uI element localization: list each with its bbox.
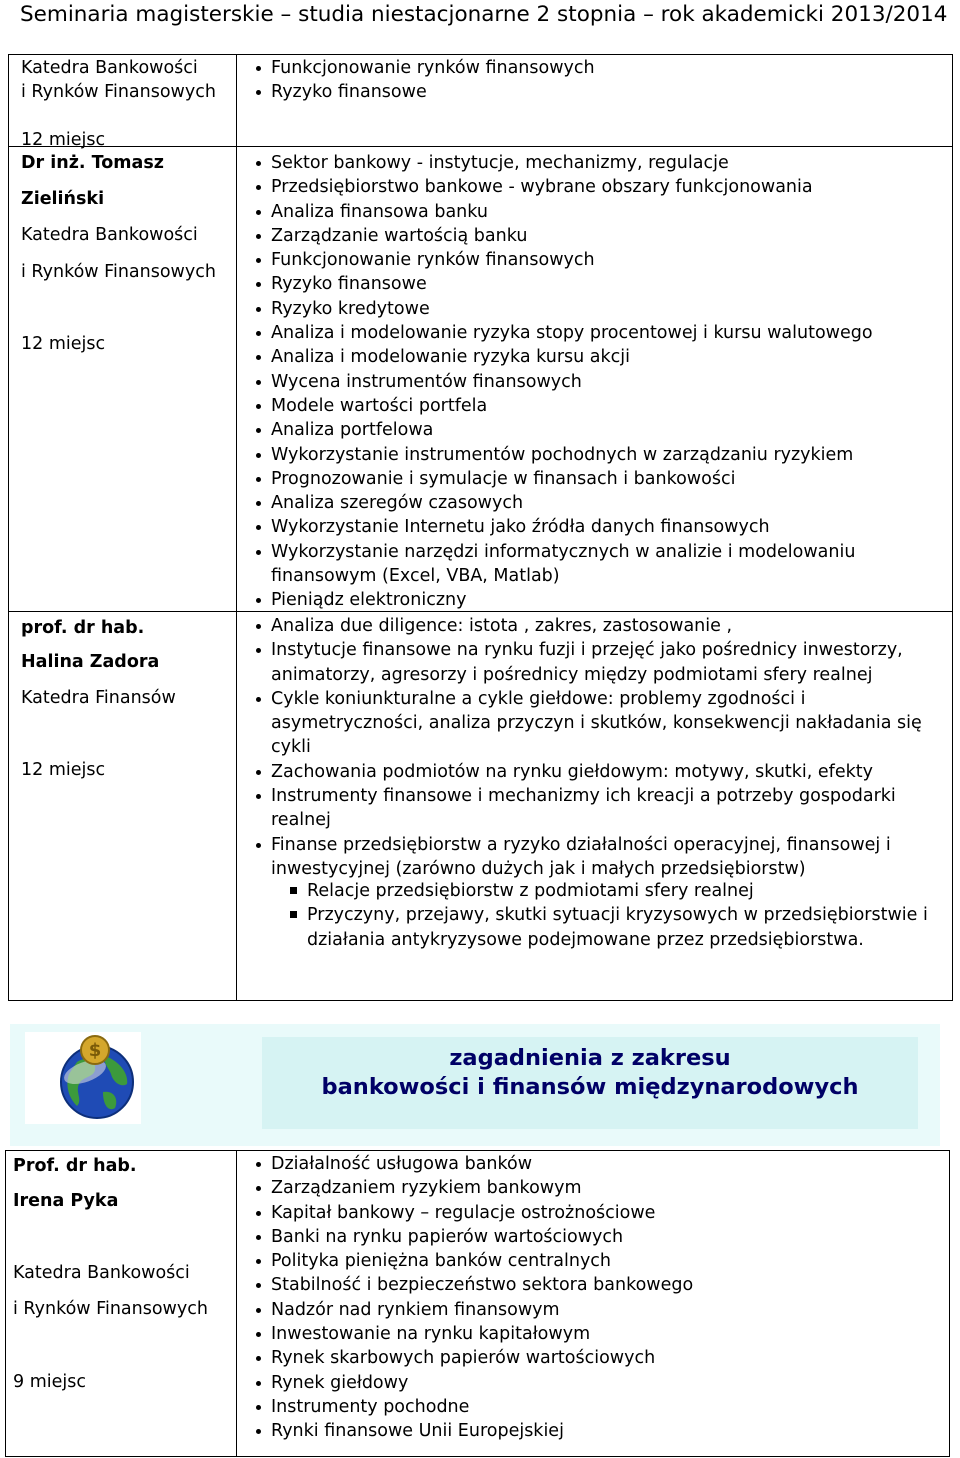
list-item: Analiza szeregów czasowych — [237, 491, 942, 515]
list-item: Funkcjonowanie rynków finansowych — [237, 56, 937, 80]
globe-logo — [25, 1032, 141, 1124]
list-item: Nadzór nad rynkiem finansowym — [237, 1298, 942, 1322]
row0-places: 12 miejsc — [21, 130, 106, 150]
row2-subtopic-list — [271, 879, 942, 952]
page-header: Seminaria magisterskie – studia niestacjonarne 2 stopnia – rok akademicki 2013/2014 — [20, 2, 948, 27]
supervisor-title: Prof. dr hab. — [13, 1156, 137, 1176]
list-item: Przyczyny, przejawy, skutki sytuacji kryzysowych w przedsiębiorstwie i działania antykryzysowe podejmowane przez przedsiębiorstwa. — [271, 903, 942, 952]
list-item: Analiza i modelowanie ryzyka stopy procentowej i kursu walutowego — [237, 321, 942, 345]
list-item: Banki na rynku papierów wartościowych — [237, 1225, 942, 1249]
list-item: Analiza i modelowanie ryzyka kursu akcji — [237, 345, 942, 369]
list-item: Wycena instrumentów finansowych — [237, 370, 942, 394]
list-item: Rynki finansowe Unii Europejskiej — [237, 1419, 942, 1443]
banner-line2: bankowości i finansów międzynarodowych — [321, 1074, 859, 1100]
list-item: Zarządzanie wartością banku — [237, 224, 942, 248]
dept-line2: i Rynków Finansowych — [13, 1299, 208, 1319]
topic-list — [237, 1152, 942, 1444]
list-item: Pieniądz elektroniczny — [237, 588, 942, 612]
list-item: Wykorzystanie Internetu jako źródła danych finansowych — [237, 515, 942, 539]
list-item: Kapitał bankowy – regulacje ostrożnościowe — [237, 1201, 942, 1225]
list-item: Rynek skarbowych papierów wartościowych — [237, 1346, 942, 1370]
list-item: Inwestowanie na rynku kapitałowym — [237, 1322, 942, 1346]
row1-supervisor-title: Dr inż. Tomasz — [21, 153, 164, 173]
list-item: Stabilność i bezpieczeństwo sektora bankowego — [237, 1273, 942, 1297]
row-divider — [9, 146, 952, 147]
row1-dept-line1: Katedra Bankowości — [21, 225, 198, 245]
list-item: Analiza finansowa banku — [237, 200, 942, 224]
globe-money-icon — [25, 1032, 141, 1124]
list-item: Funkcjonowanie rynków finansowych — [237, 248, 942, 272]
row1-supervisor-name: Zieliński — [21, 189, 105, 209]
row1-topic-list — [237, 151, 942, 613]
row0-topic-list — [237, 56, 937, 105]
list-item: Wykorzystanie instrumentów pochodnych w zarządzaniu ryzykiem — [237, 443, 942, 467]
row1-dept-line2: i Rynków Finansowych — [21, 262, 216, 282]
seminar-table-2 — [5, 1150, 950, 1457]
row2-supervisor-title: prof. dr hab. — [21, 618, 145, 638]
row2-supervisor-name: Halina Zadora — [21, 652, 160, 672]
list-item: Finanse przedsiębiorstw a ryzyko działalności operacyjnej, finansowej i inwestycyjnej (zarówno dużych jak i małych przedsiębiorstw) — [237, 833, 942, 882]
places: 9 miejsc — [13, 1372, 86, 1392]
row0-dept-line2: i Rynków Finansowych — [21, 82, 216, 102]
list-item: Wykorzystanie narzędzi informatycznych w analizie i modelowaniu finansowym (Excel, VBA, Matlab) — [237, 540, 942, 589]
row2-places: 12 miejsc — [21, 760, 106, 780]
list-item: Analiza portfelowa — [237, 418, 942, 442]
banner-title — [262, 1044, 918, 1102]
list-item: Ryzyko finansowe — [237, 272, 942, 296]
list-item: Zarządzaniem ryzykiem bankowym — [237, 1176, 942, 1200]
svg-text:$: $ — [88, 1040, 102, 1061]
list-item: Ryzyko kredytowe — [237, 297, 942, 321]
list-item: Instrumenty pochodne — [237, 1395, 942, 1419]
list-item: Polityka pieniężna banków centralnych — [237, 1249, 942, 1273]
supervisor-name: Irena Pyka — [13, 1191, 119, 1211]
row0-dept-line1: Katedra Bankowości — [21, 58, 198, 78]
list-item: Analiza due diligence: istota , zakres, zastosowanie , — [237, 614, 942, 638]
list-item: Rynek giełdowy — [237, 1371, 942, 1395]
list-item: Relacje przedsiębiorstw z podmiotami sfery realnej — [271, 879, 942, 903]
list-item: Przedsiębiorstwo bankowe - wybrane obszary funkcjonowania — [237, 175, 942, 199]
list-item: Modele wartości portfela — [237, 394, 942, 418]
list-item: Działalność usługowa banków — [237, 1152, 942, 1176]
row2-topic-list — [237, 614, 942, 881]
list-item: Sektor bankowy - instytucje, mechanizmy, regulacje — [237, 151, 942, 175]
list-item: Ryzyko finansowe — [237, 80, 937, 104]
list-item: Cykle koniunkturalne a cykle giełdowe: problemy zgodności i asymetryczności, analiza przyczyn i skutków, konsekwencji nakładania się cykli — [237, 687, 942, 760]
list-item: Prognozowanie i symulacje w finansach i bankowości — [237, 467, 942, 491]
list-item: Instrumenty finansowe i mechanizmy ich kreacji a potrzeby gospodarki realnej — [237, 784, 942, 833]
list-item: Instytucje finansowe na rynku fuzji i przejęć jako pośrednicy inwestorzy, animatorzy, agresorzy i pośrednicy między podmiotami sfery realnej — [237, 638, 942, 687]
dept-line1: Katedra Bankowości — [13, 1263, 190, 1283]
row2-dept: Katedra Finansów — [21, 688, 176, 708]
banner-line1: zagadnienia z zakresu — [449, 1045, 731, 1071]
row1-places: 12 miejsc — [21, 334, 106, 354]
list-item: Zachowania podmiotów na rynku giełdowym: motywy, skutki, efekty — [237, 760, 942, 784]
seminar-table-1 — [8, 54, 953, 1001]
